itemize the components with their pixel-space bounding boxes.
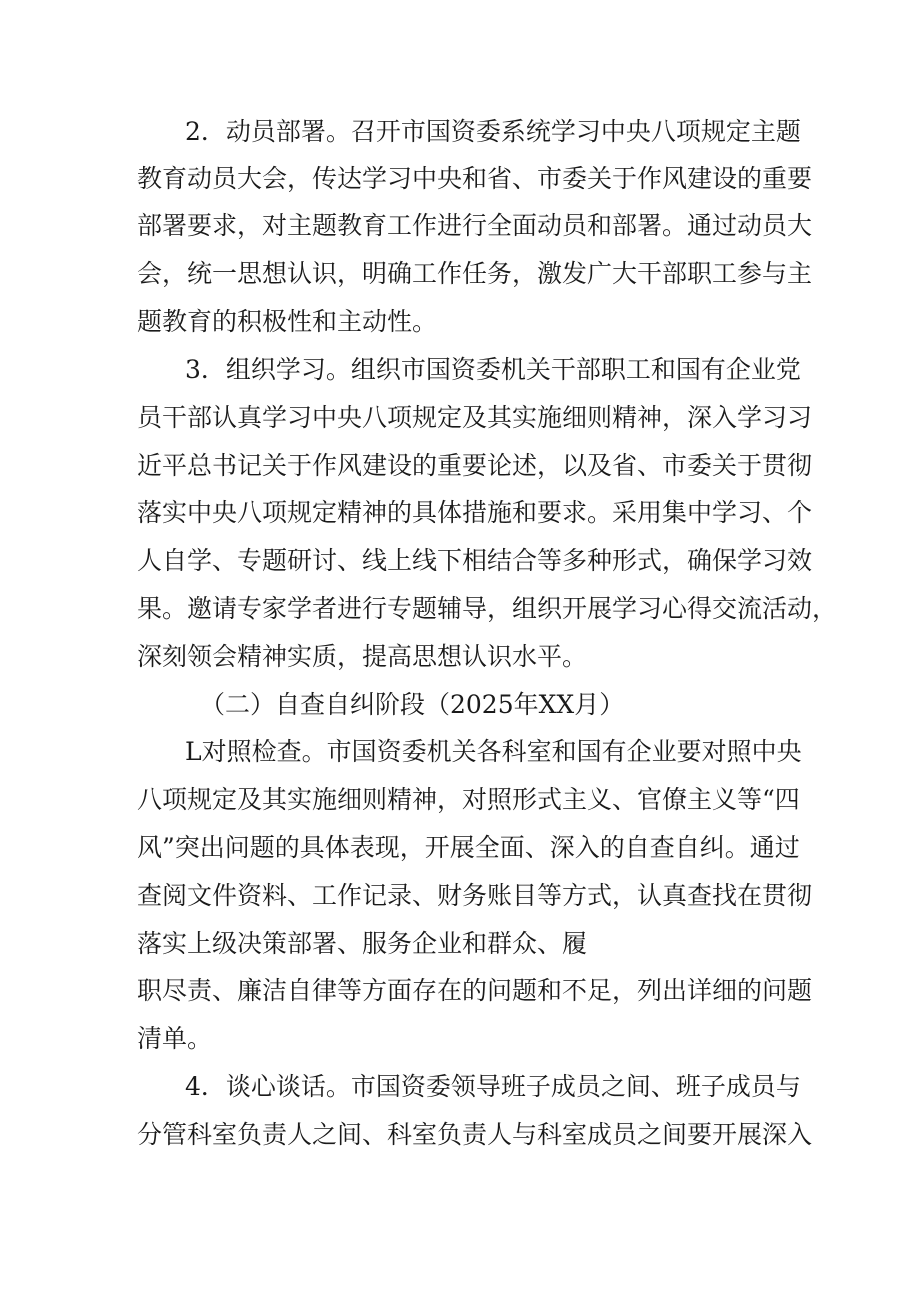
paragraph-1-line-5: 落实上级决策部署、服务企业和群众、履 (137, 929, 588, 958)
paragraph-2-line-4: 会，统一思想认识，明确工作任务，激发广大干部职工参与主 (137, 259, 813, 288)
paragraph-3-line-1: 3．组织学习。组织市国资委机关干部职工和国有企业党 (185, 355, 801, 384)
paragraph-2-line-5: 题教育的积极性和主动性。 (137, 307, 438, 336)
paragraph-3-line-7: 深刻领会精神实质，提高思想认识水平。 (137, 642, 588, 671)
paragraph-1-line-6: 职尽责、廉洁自律等方面存在的问题和不足，列出详细的问题 (137, 976, 813, 1005)
paragraph-4-line-2: 分管科室负责人之间、科室负责人与科室成员之间要开展深入 (137, 1120, 813, 1149)
section-heading: （二）自查自纠阶段（2025年XX月） (200, 690, 625, 719)
paragraph-3-line-2: 员干部认真学习中央八项规定及其实施细则精神，深入学习习 (137, 403, 813, 432)
paragraph-3-line-3: 近平总书记关于作风建设的重要论述，以及省、市委关于贯彻 (137, 451, 813, 480)
paragraph-1-line-1: L对照检查。市国资委机关各科室和国有企业要对照中央 (185, 737, 802, 766)
paragraph-4-line-1: 4．谈心谈话。市国资委领导班子成员之间、班子成员与 (185, 1072, 801, 1101)
paragraph-3-line-5: 人自学、专题研讨、线上线下相结合等多种形式，确保学习效 (137, 546, 813, 575)
paragraph-3-line-4: 落实中央八项规定精神的具体措施和要求。采用集中学习、个 (137, 498, 813, 527)
paragraph-1-line-2: 八项规定及其实施细则精神，对照形式主义、官僚主义等“四 (137, 785, 800, 814)
paragraph-3-line-6: 果。邀请专家学者进行专题辅导，组织开展学习心得交流活动， (137, 594, 838, 623)
paragraph-2-line-3: 部署要求，对主题教育工作进行全面动员和部署。通过动员大 (137, 211, 813, 240)
paragraph-1-line-7: 清单。 (137, 1024, 213, 1053)
paragraph-2-line-1: 2．动员部署。召开市国资委系统学习中央八项规定主题 (185, 117, 801, 146)
paragraph-2-line-2: 教育动员大会，传达学习中央和省、市委关于作风建设的重要 (137, 164, 813, 193)
paragraph-1-line-3: 风”突出问题的具体表现，开展全面、深入的自查自纠。通过 (137, 833, 800, 862)
paragraph-1-line-4: 查阅文件资料、工作记录、财务账目等方式，认真查找在贯彻 (137, 881, 813, 910)
